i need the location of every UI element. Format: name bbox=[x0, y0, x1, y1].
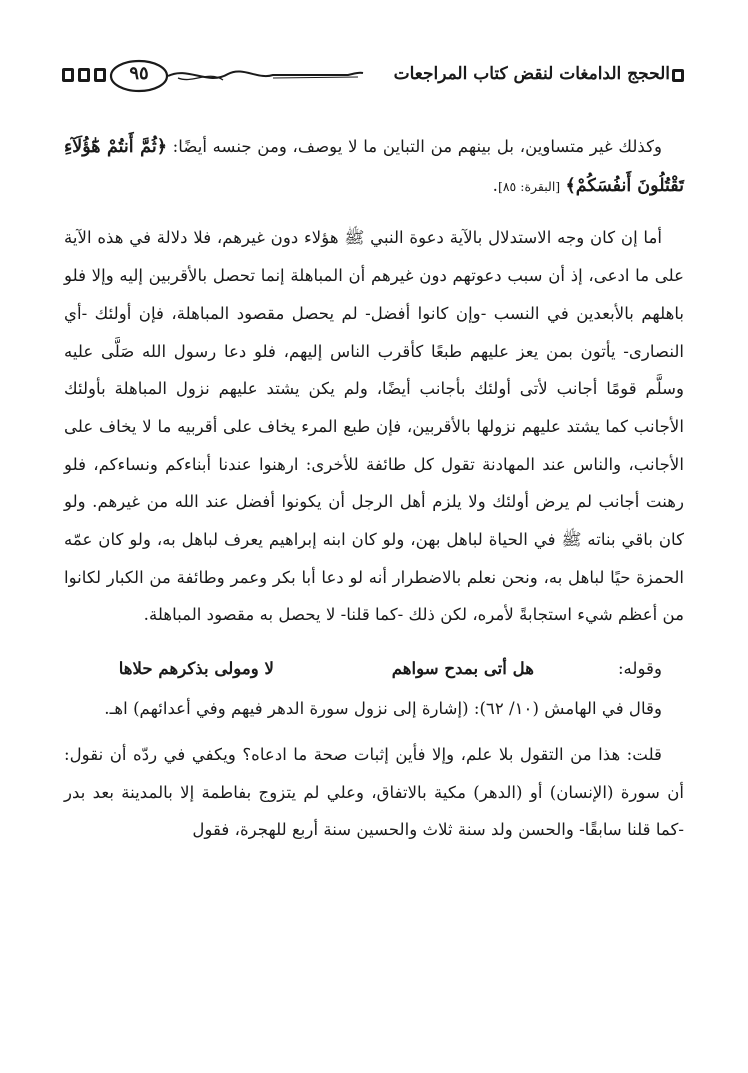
page-content bbox=[64, 128, 684, 849]
paragraph-1 bbox=[64, 128, 684, 205]
paragraph-1-text: وكذلك غير متساوين، بل بينهم من التباين ما لا يوصف، ومن جنسه أيضًا: bbox=[166, 137, 662, 156]
running-header bbox=[58, 58, 690, 94]
paragraph-2: أما إن كان وجه الاستدلال بالآية دعوة النبي ﷺ هؤلاء دون غيرهم، فلا دلالة في هذه الآية على ما ادعى، إذ أن سبب دعوتهم دون غيرهم أن المباهلة إنما تحصل بالأقربين إليه وإلا فلو باهلهم بالأبعدين في النسب -وإن كانوا أفضل- لم يحصل مقصود المباهلة، فإن أولئك -أي النصارى- يأتون بمن يعز عليهم طبعًا كأقرب الناس إليهم، فلو دعا رسول الله صَلَّى عليه وسلَّم قومًا أجانب لأتى أولئك بأجانب أيضًا، ولم يكن يشتد عليهم نزول المباهلة بأولئك الأجانب كما يشتد عليهم نزولها بالأقربين، فإن طبع المرء يخاف على أقربيه ما لا يخاف على الأجانب، والناس عند المهادنة تقول كل طائفة للأخرى: ارهنوا عندنا أبناءكم ونساءكم، فلو رهنت أجانب لم يرض أولئك ولا يلزم أهل الرجل أن يكونوا أفضل عند الله من غيرهم. ولو كان باقي بناته ﷺ في الحياة لباهل بهن، ولو كان ابنه إبراهيم يعرف لباهل به، ولو كان عمّه الحمزة حيًا لباهل به، ونحن نعلم بالاضطرار أنه لو دعا أبا بكر وعمر وطائفة من الكبار لكانوا من أعظم شيء استجابةً لأمره، لكن ذلك -كما قلنا- لا يحصل به مقصود المباهلة. bbox=[64, 228, 684, 625]
page-number: ٩٥ bbox=[129, 63, 149, 84]
right-ornament-icon bbox=[672, 69, 684, 82]
poem-intro: وقوله: bbox=[617, 659, 662, 679]
paragraph-3: وقال في الهامش (١٠/ ٦٢): (إشارة إلى نزول سورة الدهر فيهم وفي أعدائهم) اهـ. bbox=[104, 699, 662, 719]
poem-hemistich-1: هل أتى بمدح سواهم bbox=[391, 658, 534, 679]
verse-reference: [البقرة: ٨٥] bbox=[497, 178, 561, 194]
quran-verse: ﴿ثُمَّ أَنتُمْ هَٰٓؤُلَآءِ تَقْتُلُونَ أَنفُسَكُمْ﴾ bbox=[64, 137, 684, 196]
paragraph-1-end: . bbox=[492, 175, 498, 195]
paragraph-4: قلت: هذا من التقول بلا علم، وإلا فأين إثبات صحة ما ادعاه؟ ويكفي في ردّه أن نقول: أن سورة (الإنسان) أو (الدهر) مكية بالاتفاق، وعلي لم يتزوج بفاطمة إلا بالمدينة بعد بدر -كما قلنا سابقًا- والحسن ولد سنة ثلاث والحسين سنة أربع للهجرة، فقول bbox=[64, 744, 684, 840]
poem-line bbox=[64, 650, 684, 690]
book-title: الحجج الدامغات لنقض كتاب المراجعات bbox=[393, 64, 670, 84]
poem-hemistich-2: لا ومولى بذكرهم حلاها bbox=[118, 658, 274, 679]
left-ornament-icon bbox=[62, 68, 106, 82]
